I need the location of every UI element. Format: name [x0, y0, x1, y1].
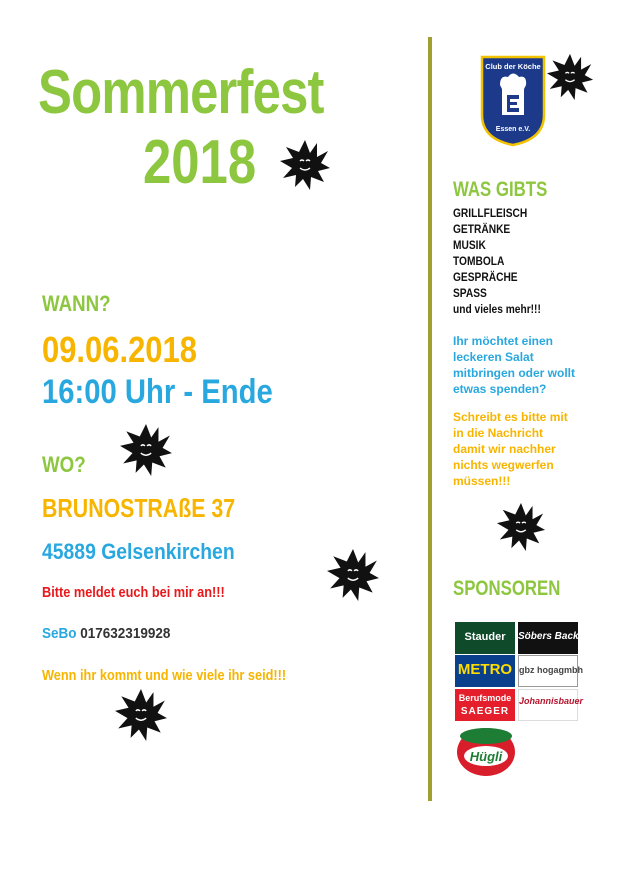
salad-note: Ihr möchtet einen leckeren Salat mitbringen oder wollt etwas spenden? [453, 334, 575, 396]
message-note: Schreibt es bitte mit in die Nachricht damit wir nachher nichts wegwerfen müssen!!! [453, 410, 568, 488]
svg-text:Hügli: Hügli [469, 749, 503, 764]
sun-icon [546, 53, 594, 101]
title-line-1: Sommerfest [38, 58, 324, 127]
contact-line [42, 625, 170, 642]
sponsors-heading: SPONSOREN [453, 577, 561, 600]
event-date: 09.06.2018 [42, 329, 197, 370]
sun-icon [326, 548, 380, 602]
sponsor-logo-metro: METRO [455, 655, 515, 687]
sun-icon [119, 423, 173, 477]
sponsor-logo-stauder: Stauder [455, 622, 515, 654]
sponsor-logo-johannisbauer: Johannisbauer [518, 689, 578, 721]
list-item: GESPRÄCHE [453, 270, 518, 284]
list-item: GETRÄNKE [453, 222, 511, 236]
register-note: Bitte meldet euch bei mir an!!! [42, 584, 225, 601]
where-label: WO? [42, 452, 86, 477]
contact-phone: 017632319928 [80, 625, 171, 642]
event-time: 16:00 Uhr - Ende [42, 373, 273, 411]
when-label: WANN? [42, 291, 111, 316]
sponsor-logo-saeger: Berufsmode SAEGER [455, 689, 515, 721]
street-address: BRUNOSTRAßE 37 [42, 493, 236, 523]
contact-name: SeBo [42, 625, 77, 642]
club-logo-city: Essen e.V. [495, 126, 531, 133]
column-divider [428, 37, 432, 801]
list-item: GRILLFLEISCH [453, 206, 528, 220]
club-logo [480, 55, 546, 147]
sponsor-logo-soebers: Söbers Backer [518, 622, 578, 654]
sponsor-logo-gbz: gbz hogagmbh [518, 655, 578, 687]
list-item: und vieles mehr!!! [453, 302, 541, 316]
was-gibts-heading: WAS GIBTS [453, 178, 548, 201]
offer-list [453, 205, 556, 317]
list-item: SPASS [453, 286, 487, 300]
title-line-2: 2018 [143, 128, 257, 197]
city-address: 45889 Gelsenkirchen [42, 539, 235, 564]
sun-icon [279, 139, 331, 191]
club-logo-name: Club der Köche [485, 62, 541, 71]
list-item: MUSIK [453, 238, 486, 252]
sponsor-logo-huegli [455, 724, 517, 778]
sun-icon [114, 688, 168, 742]
who-note: Wenn ihr kommt und wie viele ihr seid!!! [42, 667, 287, 684]
list-item: TOMBOLA [453, 254, 505, 268]
sun-icon [496, 502, 546, 552]
